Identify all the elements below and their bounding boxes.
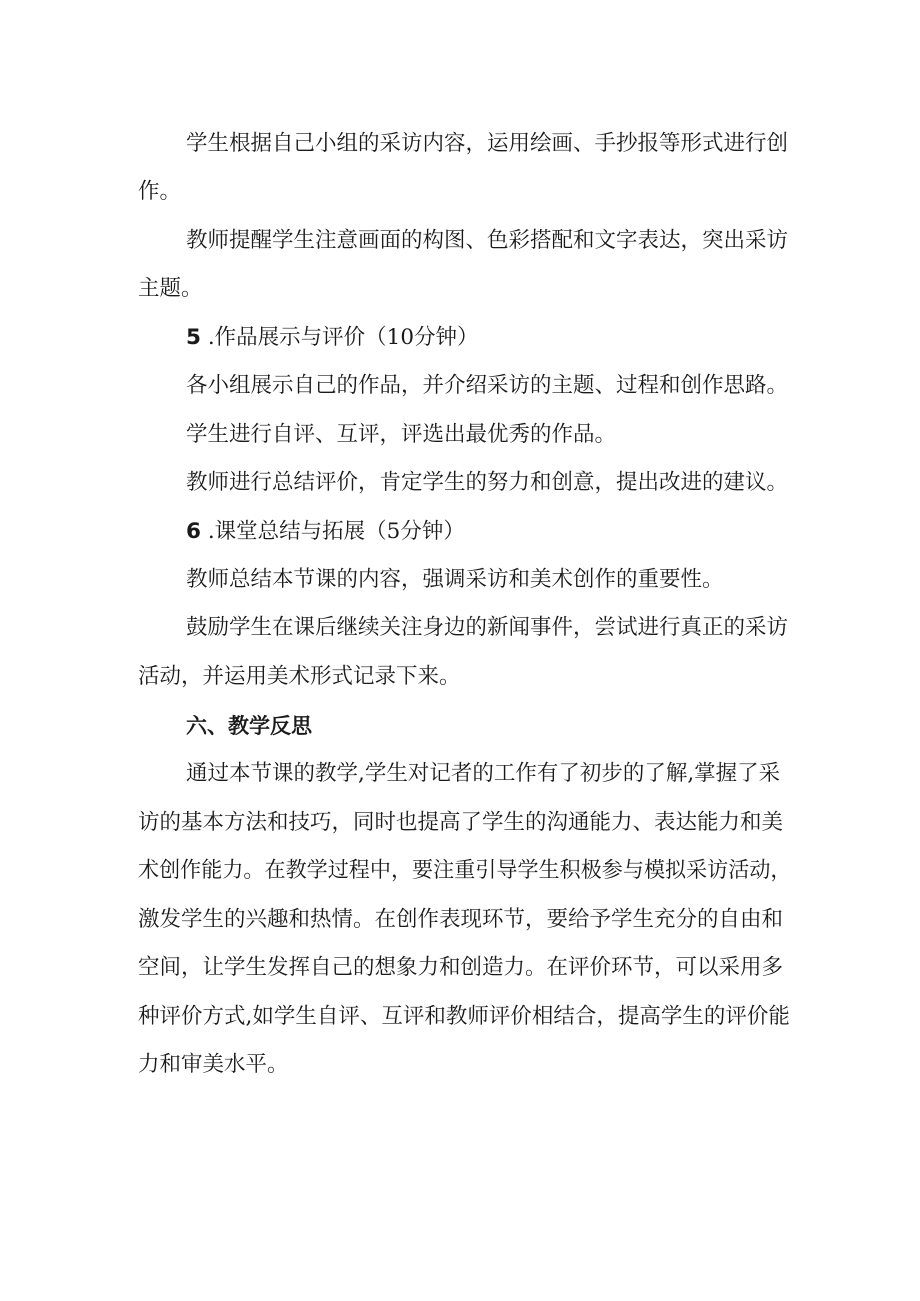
paragraph-line: 访的基本方法和技巧，同时也提高了学生的沟通能力、表达能力和美 <box>138 810 784 835</box>
paragraph-line: 激发学生的兴趣和热情。在创作表现环节，要给予学生充分的自由和 <box>138 907 784 932</box>
paragraph-line: 通过本节课的教学,学生对记者的工作有了初步的了解,掌握了采 <box>186 761 781 786</box>
paragraph-line: 主题。 <box>138 276 203 301</box>
item-title: .作品展示与评价（10分钟） <box>207 325 479 350</box>
item-title: .课堂总结与拓展（5分钟） <box>207 519 465 544</box>
item-number: 5 <box>186 325 201 350</box>
paragraph-line: 鼓励学生在课后继续关注身边的新闻事件，尝试进行真正的采访 <box>186 615 789 640</box>
paragraph-line: 教师提醒学生注意画面的构图、色彩搭配和文字表达，突出采访 <box>186 228 789 253</box>
numbered-heading-5 <box>186 323 479 353</box>
item-number: 6 <box>186 519 201 544</box>
paragraph-line: 活动，并运用美术形式记录下来。 <box>138 664 461 689</box>
numbered-heading-6 <box>186 517 465 547</box>
paragraph-line: 空间，让学生发挥自己的想象力和创造力。在评价环节，可以采用多 <box>138 955 784 980</box>
paragraph-line: 各小组展示自己的作品，并介绍采访的主题、过程和创作思路。 <box>186 373 789 398</box>
paragraph-line: 种评价方式,如学生自评、互评和教师评价相结合，提高学生的评价能 <box>138 1004 790 1029</box>
section-heading: 六、教学反思 <box>186 714 312 738</box>
paragraph-line: 力和审美水平。 <box>138 1052 289 1077</box>
paragraph-line: 学生进行自评、互评，评选出最优秀的作品。 <box>186 422 617 447</box>
paragraph-line: 术创作能力。在教学过程中，要注重引导学生积极参与模拟采访活动， <box>138 858 792 883</box>
paragraph-line: 作。 <box>138 179 182 204</box>
paragraph-line: 教师进行总结评价，肯定学生的努力和创意，提出改进的建议。 <box>186 470 789 495</box>
paragraph-line: 学生根据自己小组的采访内容，运用绘画、手抄报等形式进行创 <box>186 131 789 156</box>
paragraph-line: 教师总结本节课的内容，强调采访和美术创作的重要性。 <box>186 567 724 592</box>
